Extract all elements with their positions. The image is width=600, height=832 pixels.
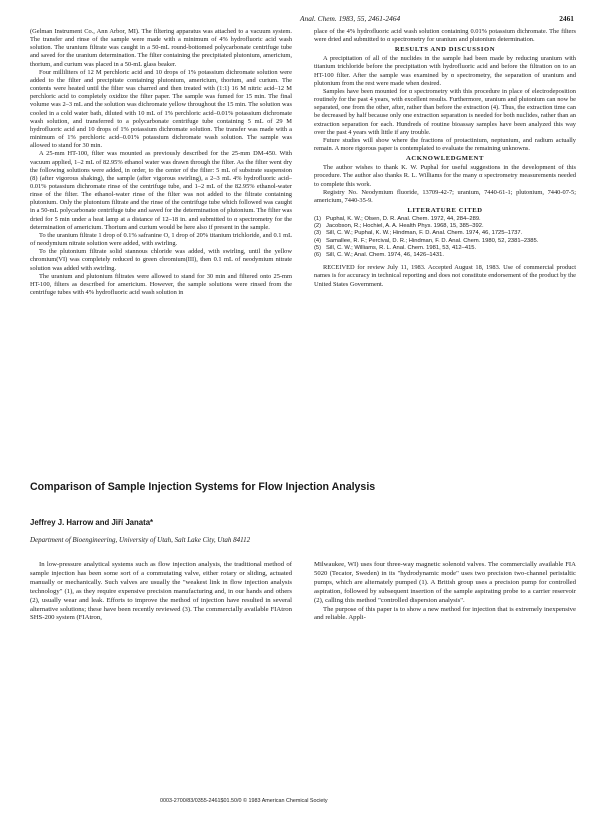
- new-article-columns: [30, 561, 576, 787]
- paragraph: To the uranium filtrate 1 drop of 0.1% safranine O, 1 drop of 20% titanium trichloride, and 0.1 mL of neodymium nitrate solution were added, with swirling.: [30, 231, 292, 248]
- left-column: [30, 28, 292, 297]
- paragraph: A 25-mm HT-100, filter was mounted as previously described for the 25-mm DM-450. With vacuum applied, 1–2 mL of 82.95% ethanol water was drawn through the filter. As the filter went dry the following solutions were added, in order, to the center of the filter: 5 mL of substrate suspension (8) (after vigorous shaking), the sample (after vigorous swirling), a 2–3 mL 4% hydrofluoric acid–0.01% potassium dichromate rinse of the centrifuge tube, and 1–2 mL of the 82.95% ethanol-water rinse of the filter. The ethanol-water rinse of the filter was not added to the filtrate containing plutonium. Only the plutonium filtrate and the rinse of the centrifuge tube which followed was caught in a 50-mL polycarbonate centrifuge tube and saved for the determination of plutonium. The filter was dried for 5 min under a heat lamp at a distance of 12–18 in. and submitted to α spectrometry for the determination of americium. Thorium and curium would be here also if present in the sample.: [30, 150, 292, 231]
- reference-item: (2) Jacobson, R.; Hochiel, A. A. Health Phys. 1968, 15, 385–392.: [314, 223, 484, 230]
- paragraph: place of the 4% hydrofluoric acid wash solution containing 0.01% potassium dichromate. The filters were dried and submitted to α spectrometry for uranium and plutonium determination.: [314, 28, 576, 44]
- acknowledgment-heading: ACKNOWLEDGMENT: [405, 155, 484, 163]
- page-number: 2461: [559, 14, 574, 23]
- article-title: Comparison of Sample Injection Systems for Flow Injection Analysis: [30, 481, 376, 493]
- right-column: [314, 561, 576, 623]
- paragraph: (Gelman Instrument Co., Ann Arbor, MI). The filtering apparatus was attached to a vacuum system. The transfer and rinse of the sample were made with a minimum of 4% hydrofluoric acid wash solution. The uranium filtrate was caught in a 50-mL round-bottomed polycarbonate centrifuge tube and saved for the uranium determination. The filter containing the precipitated plutonium, americium, thorium, and curium was placed in a 50-mL glass beaker.: [30, 28, 292, 68]
- reference-item: (4) Samallee, R. F.; Percival, D. R.; Hindman, F. D. Anal. Chem. 1980, 52, 2381–2385.: [314, 237, 539, 244]
- journal-citation: Anal. Chem. 1983, 55, 2461-2464: [300, 14, 401, 23]
- reference-item: (1) Puphal, K. W.; Olsen, D. R. Anal. Chem. 1972, 44, 284–289.: [314, 215, 481, 222]
- copyright-footer: 0003-2700/83/0355-2461$01.50/0 © 1983 American Chemical Society: [160, 798, 328, 804]
- previous-article-columns: [30, 28, 576, 470]
- running-header: [30, 14, 574, 24]
- left-column: [30, 561, 292, 623]
- reference-item: (6) Sill, C. W.; Anal. Chem. 1974, 46, 1426–1431.: [314, 251, 444, 258]
- paragraph: To the plutonium filtrate solid stannous chloride was added, with swirling, until the yellow chromium(VI) was completely reduced to green chromium(III), then 0.1 mL of neodymium nitrate solution was added with swirling.: [30, 248, 292, 272]
- acknowledgment-text: The author wishes to thank K. W. Puphal for useful suggestions in the development of this procedure. The author also thanks R. L. Williams for the many α spectrometry measurements needed to complete this work.: [314, 164, 576, 188]
- reference-item: (5) Sill, C. W.; Williams, R. L. Anal. Chem. 1981, 53, 412–415.: [314, 244, 477, 251]
- paragraph: In low-pressure analytical systems such as flow injection analysis, the traditional method of sample injection has been some sort of a commutating valve, either rotary or sliding, actuated manually or mechanically. Such valves are usually the "weakest link in flow injection analysis technology" (1), as they require expensive precision manufacturing and, in our hands and others (2), usually wear and leak. Efforts to improve the method of injection have resulted in several alternative solutions; these have been recently reviewed (3). The commercially available FIAtron SHS-200 system (FIAtron,: [30, 561, 292, 622]
- literature-heading: LITERATURE CITED: [407, 206, 483, 214]
- paragraph: Milwaukee, WI) uses four three-way magnetic solenoid valves. The commercially available FIA 5020 (Tecator, Sweden) in its "hydrodynamic mode" uses two precision two-channel peristaltic pumps, which are alternately pumped (1). A British group uses a precision pump for controlled aspiration, followed by subsequent insertion of the sample aspirating probe to a carrier reservoir (2), calling this method "controlled dispersion analysis".: [314, 561, 576, 604]
- registry-numbers: Registry No. Neodymium fluoride, 13709-42-7; uranium, 7440-61-1; plutonium, 7440-07-5; americium, 7440-35-9.: [314, 188, 576, 204]
- paragraph: The purpose of this paper is to show a new method for injection that is extremely inexpensive and reliable. Appli-: [314, 605, 576, 622]
- results-heading: RESULTS AND DISCUSSION: [394, 46, 496, 54]
- reference-item: (3) Sill, C. W.; Puphal, K. W.; Hindman, F. D. Anal. Chem. 1974, 46, 1725–1737.: [314, 230, 523, 237]
- paragraph: Four milliliters of 12 M perchloric acid and 10 drops of 1% potassium dichromate solution were added to the filter and precipitate containing plutonium, americium, thorium, and curium. The contents were heated until the filter was charred and then treated with (1:1) 16 M nitric acid–12 M perchloric acid to completely oxidize the filter paper. The sample was fumed for 15 min. The final volume was 2–3 mL and the solution was dichromate yellow throughout the 15 min. The solution was cooled in a cold water bath, diluted with 10 mL of 1% perchloric acid–0.01% potassium dichromate wash solution, and transferred to a polycarbonate centrifuge tube containing 5 mL of 29 M hydrofluoric acid and 10 drops of 1% potassium dichromate solution. The transfer was made with a minimum of 1% perchloric acid–0.01% potassium dichromate wash solution. The sample was allowed to stand for 30 min.: [30, 68, 292, 150]
- paragraph: The uranium and plutonium filtrates were allowed to stand for 30 min and filtered onto 25-mm HT-100, filters as described for americium. However, the sample solutions were rinsed from the centrifuge tubes with 4% hydrofluoric acid wash solution in: [30, 272, 292, 296]
- paragraph: Samples have been mounted for α spectrometry with this procedure in place of electrodeposition routinely for the past 4 years, with excellent results. Furthermore, uranium and plutonium can now be separated, one from the other, after, rather than before the extraction (4). Thus, the extraction time can be decreased by half because only one extraction separation is needed for both nuclides, rather than an extraction separation for each. Hundreds of routine bioassay samples have been analyzed this way over the past 4 years with little if any trouble.: [314, 87, 576, 136]
- received-note: RECEIVED for review July 11, 1983. Accepted August 18, 1983. Use of commercial product names is for accuracy in technical reporting and does not constitute endorsement of the product by the United States Government.: [314, 264, 576, 288]
- article-affiliation: Department of Bioengineering, University of Utah, Salt Lake City, Utah 84112: [30, 536, 251, 544]
- right-column: [314, 28, 576, 289]
- paragraph: Future studies will show where the fractions of protactinium, neptunium, and radium actually remain. A more rigorous paper is contemplated to evaluate the remaining unknowns.: [314, 136, 576, 153]
- article-authors: Jeffrey J. Harrow and Jiří Janata*: [30, 518, 154, 527]
- reference-list: [314, 216, 576, 259]
- paragraph: A precipitation of all of the nuclides in the sample had been made by reducing uranium with titanium trichloride before the precipitation with hydrofluoric acid and before the filtration on to an HT-100 filter. After the sample was examined by α spectrometry, the separation of uranium and plutonium from the rest were made when desired.: [314, 55, 576, 87]
